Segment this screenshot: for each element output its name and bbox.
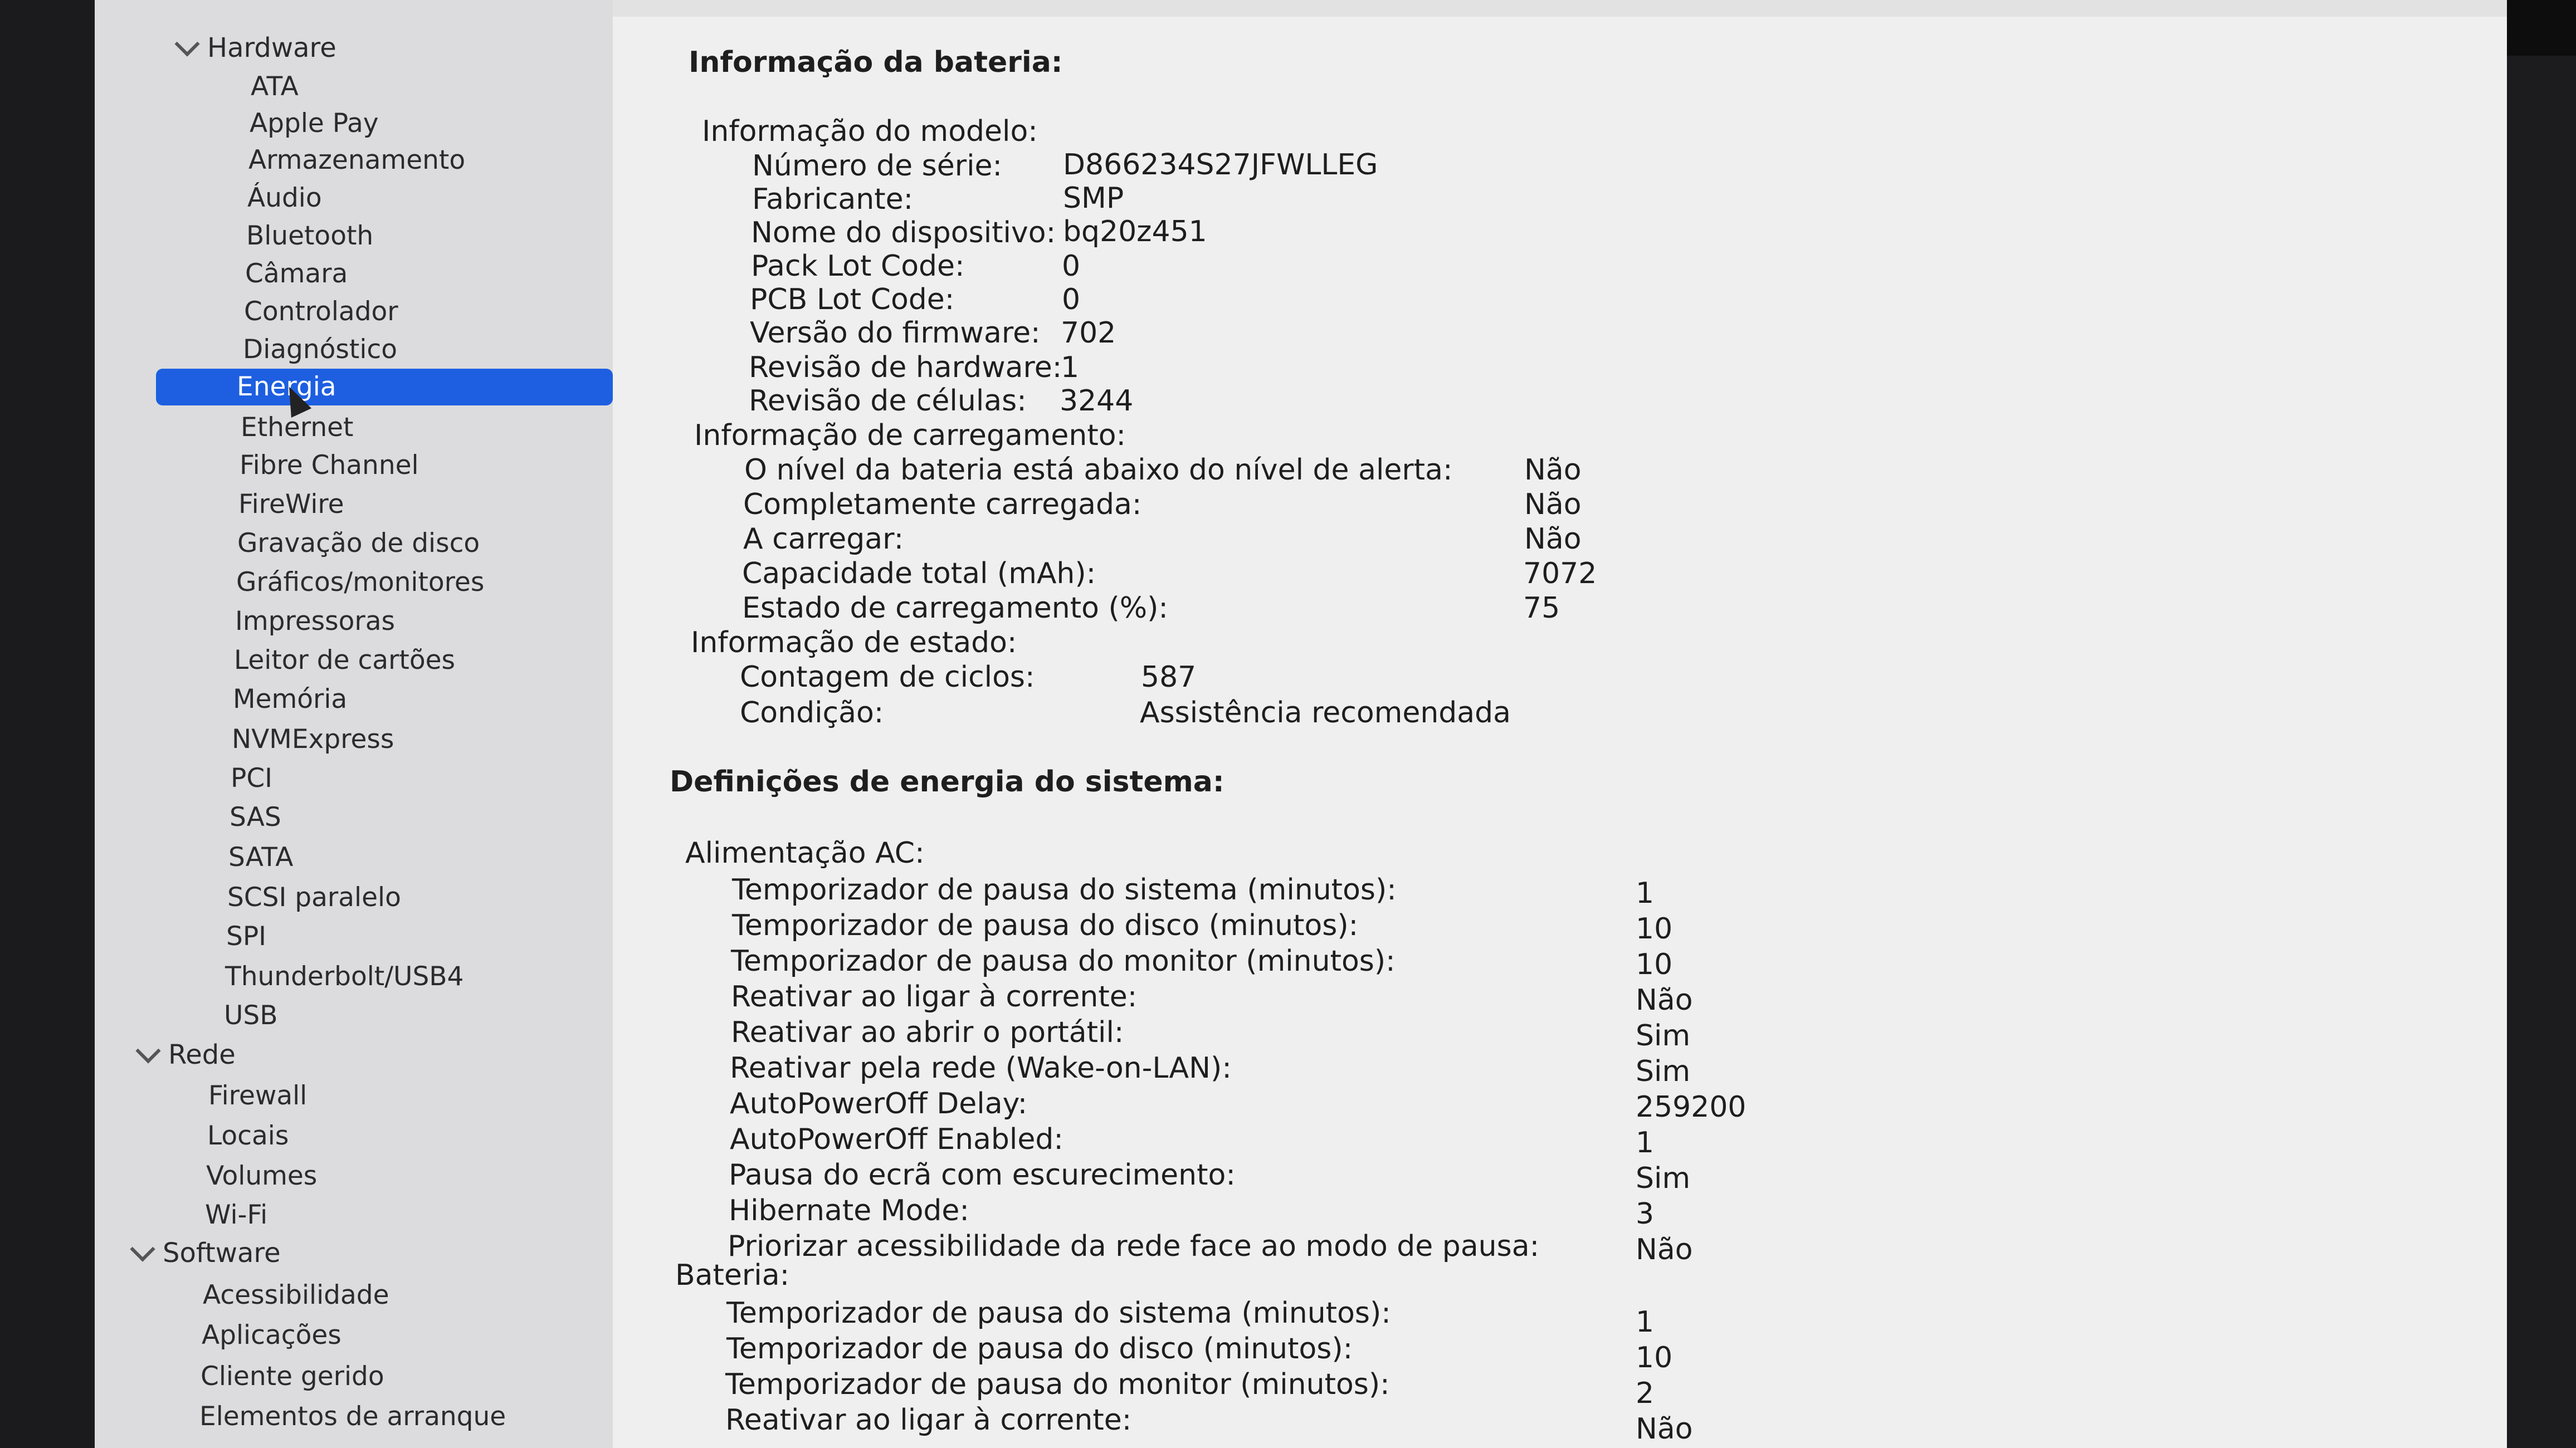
sidebar-item-storage[interactable]: Armazenamento	[248, 145, 466, 175]
sidebar-item-graphics-displays[interactable]: Gráficos/monitores	[236, 567, 485, 598]
sidebar-item-pci[interactable]: PCI	[231, 763, 273, 794]
battery-value: 2	[1636, 1377, 1655, 1410]
ac-label: Temporizador de pausa do sistema (minutos):	[732, 873, 1397, 907]
model-label: Revisão de células:	[749, 384, 1027, 418]
sidebar-item-usb[interactable]: USB	[224, 1000, 278, 1031]
sidebar-item-spi[interactable]: SPI	[226, 921, 267, 952]
detail-top-edge	[613, 0, 2507, 17]
sidebar-item-volumes[interactable]: Volumes	[206, 1161, 318, 1191]
model-value: D866234S27JFWLLEG	[1063, 148, 1378, 182]
model-label: Pack Lot Code:	[751, 250, 965, 283]
ac-label: Hibernate Mode:	[729, 1194, 969, 1227]
sidebar-item-firewall[interactable]: Firewall	[208, 1080, 308, 1111]
battery-label: Temporizador de pausa do sistema (minutos):	[726, 1297, 1391, 1330]
ac-label: Reativar ao ligar à corrente:	[731, 980, 1138, 1014]
battery-value: Não	[1636, 1412, 1693, 1446]
desktop-edge	[2507, 0, 2576, 1448]
sidebar-item-apple-pay[interactable]: Apple Pay	[250, 108, 379, 139]
model-value: 0	[1062, 283, 1081, 316]
ac-label: Temporizador de pausa do monitor (minutos):	[731, 945, 1396, 978]
sidebar-item-printers[interactable]: Impressoras	[235, 606, 396, 637]
sidebar-item-sas[interactable]: SAS	[230, 802, 281, 833]
sidebar-item-accessibility[interactable]: Acessibilidade	[203, 1280, 389, 1310]
battery-value: 10	[1636, 1341, 1673, 1374]
ac-value: 1	[1636, 877, 1655, 910]
sidebar-item-locations[interactable]: Locais	[207, 1121, 289, 1151]
sidebar-item-startup-items[interactable]: Elementos de arranque	[199, 1401, 506, 1432]
chevron-down-icon	[174, 31, 199, 56]
sidebar-item-parallel-scsi[interactable]: SCSI paralelo	[227, 882, 401, 913]
battery-label: Temporizador de pausa do disco (minutos):	[726, 1332, 1353, 1366]
charge-label: Completamente carregada:	[743, 488, 1142, 521]
model-label: Fabricante:	[752, 183, 914, 216]
charge-value: 75	[1523, 591, 1560, 625]
ac-label: Reativar ao abrir o portátil:	[731, 1016, 1124, 1049]
charge-label: Capacidade total (mAh):	[742, 557, 1096, 590]
ac-value: Não	[1636, 984, 1693, 1017]
model-label: Revisão de hardware:	[749, 351, 1062, 384]
state-value: 587	[1141, 661, 1197, 694]
ac-value: Sim	[1636, 1055, 1691, 1088]
state-label: Contagem de ciclos:	[740, 661, 1035, 694]
ac-label: Pausa do ecrã com escurecimento:	[729, 1158, 1236, 1192]
battery-info-title: Informação da bateria:	[689, 46, 1063, 79]
charge-value: Não	[1524, 488, 1582, 521]
model-value: 0	[1062, 250, 1081, 283]
ac-value: 10	[1636, 912, 1673, 946]
chevron-down-icon	[130, 1236, 155, 1261]
charge-value: Não	[1524, 522, 1582, 556]
model-label: Nome do dispositivo:	[751, 216, 1056, 250]
ac-value: 259200	[1636, 1090, 1746, 1124]
sidebar-item-bluetooth[interactable]: Bluetooth	[246, 221, 374, 251]
sidebar-item-fibre-channel[interactable]: Fibre Channel	[240, 450, 419, 481]
ac-value: 3	[1636, 1197, 1655, 1231]
ac-label: Reativar pela rede (Wake-on-LAN):	[730, 1051, 1232, 1085]
sidebar-item-diagnostics[interactable]: Diagnóstico	[243, 334, 397, 365]
charge-label: A carregar:	[743, 522, 904, 556]
ac-value: Sim	[1636, 1019, 1691, 1053]
sidebar-item-applications[interactable]: Aplicações	[202, 1320, 341, 1351]
ac-label: AutoPowerOff Enabled:	[730, 1123, 1063, 1156]
ac-value: 10	[1636, 948, 1673, 981]
sidebar-item-firewire[interactable]: FireWire	[238, 489, 344, 520]
sidebar-group-software[interactable]: Software	[134, 1237, 281, 1269]
ac-value: 1	[1636, 1126, 1655, 1160]
charge-value: 7072	[1523, 557, 1597, 590]
model-value: 3244	[1060, 384, 1134, 418]
ac-value: Não	[1636, 1233, 1693, 1266]
charge-label: Estado de carregamento (%):	[742, 591, 1168, 625]
charge-label: O nível da bateria está abaixo do nível de alerta:	[744, 453, 1453, 487]
sidebar-item-energy[interactable]: Energia	[156, 369, 613, 405]
sidebar-item-ata[interactable]: ATA	[251, 71, 299, 102]
sidebar-item-audio[interactable]: Áudio	[247, 183, 322, 213]
state-info-title: Informação de estado:	[691, 626, 1017, 659]
model-info-title: Informação do modelo:	[702, 115, 1038, 148]
ac-label: Priorizar acessibilidade da rede face ao modo de pausa:	[728, 1230, 1540, 1263]
ac-label: Temporizador de pausa do disco (minutos):	[732, 909, 1359, 942]
model-value: 1	[1061, 351, 1080, 384]
sidebar-item-controller[interactable]: Controlador	[244, 296, 398, 327]
battery-label: Reativar ao ligar à corrente:	[725, 1403, 1132, 1437]
sidebar-item-managed-client[interactable]: Cliente gerido	[201, 1361, 384, 1392]
sidebar-item-card-reader[interactable]: Leitor de cartões	[234, 645, 456, 676]
detail-pane	[613, 0, 2507, 1448]
model-label: PCB Lot Code:	[750, 283, 955, 316]
model-value: 702	[1061, 316, 1116, 350]
ac-label: AutoPowerOff Delay:	[730, 1087, 1028, 1121]
ac-power-title: Alimentação AC:	[685, 836, 925, 870]
sidebar-group-hardware[interactable]: Hardware	[178, 32, 336, 63]
sidebar-item-disc-burning[interactable]: Gravação de disco	[237, 528, 480, 559]
sidebar-item-sata[interactable]: SATA	[228, 842, 294, 873]
chevron-down-icon	[135, 1038, 160, 1063]
sidebar-group-network[interactable]: Rede	[139, 1039, 236, 1070]
charge-value: Não	[1524, 453, 1582, 487]
sidebar-item-camera[interactable]: Câmara	[245, 258, 348, 289]
desktop-corner	[2507, 0, 2576, 56]
sidebar-item-thunderbolt-usb4[interactable]: Thunderbolt/USB4	[225, 961, 464, 992]
state-value: Assistência recomendada	[1140, 696, 1511, 730]
model-value: SMP	[1063, 182, 1124, 215]
battery-power-title: Bateria:	[675, 1259, 790, 1292]
state-label: Condição:	[740, 696, 884, 730]
power-settings-title: Definições de energia do sistema:	[670, 765, 1224, 799]
ac-value: Sim	[1636, 1162, 1691, 1195]
charge-info-title: Informação de carregamento:	[694, 419, 1126, 452]
battery-value: 1	[1636, 1305, 1655, 1339]
system-information-window	[95, 0, 2507, 1448]
sidebar-item-memory[interactable]: Memória	[233, 684, 348, 715]
model-label: Versão do firmware:	[750, 316, 1041, 350]
model-value: bq20z451	[1063, 215, 1207, 248]
sidebar	[95, 0, 614, 1448]
model-label: Número de série:	[752, 149, 1003, 183]
sidebar-item-ethernet[interactable]: Ethernet	[241, 412, 354, 443]
sidebar-item-nvmexpress[interactable]: NVMExpress	[232, 724, 394, 755]
battery-label: Temporizador de pausa do monitor (minutos):	[725, 1368, 1390, 1401]
sidebar-item-wifi[interactable]: Wi-Fi	[205, 1200, 268, 1230]
